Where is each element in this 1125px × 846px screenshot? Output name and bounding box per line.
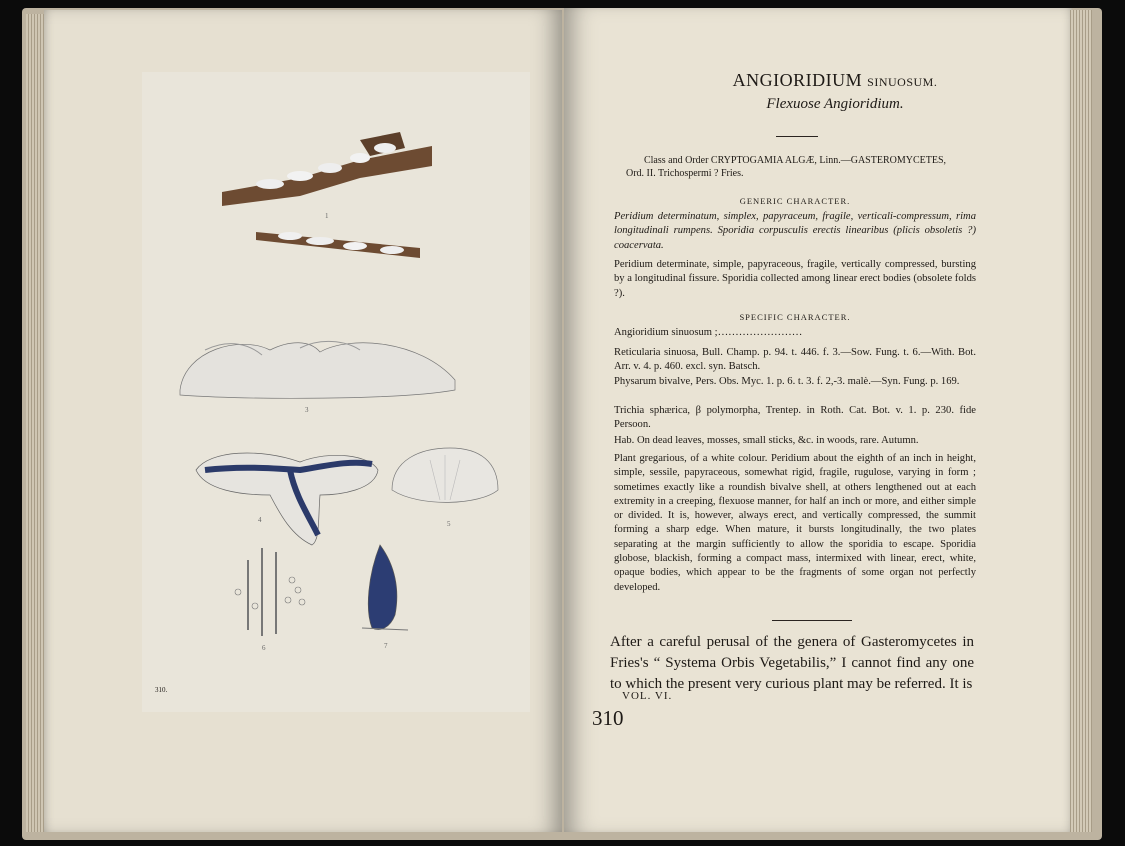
- description-paragraph: Plant gregarious, of a white colour. Peridium about the eighth of an inch in height, simple, sessile, papyraceous, somewhat rigid, fragile, rugulose, varying in form ; sometimes exactly like a roundish bivalve shell, at others lengthened out at each extremity in a creeping, flexuose manner, for half an inch or more, and either simple or divided. It is, however, always erect, and vertically compressed, the summit forming a sharp edge. When mature, it bursts longitudinally, the two plates separating at the margin sufficiently to allow the sporidia to escape. Sporidia globose, blackish, forming a compact mass, intermixed with linear, erect, white, opaque bodies, which appear to be the fragments of some organ not perfectly developed.: [614, 453, 976, 593]
- specific-line: Angioridium sinuosum ;……………………: [614, 327, 803, 338]
- page-number: 310: [592, 706, 624, 730]
- figure-label-7: 7: [384, 642, 388, 650]
- figure-6-linear-bodies: [235, 548, 305, 636]
- closing-paragraph: After a careful perusal of the genera of Gasteromycetes in Fries's “ Systema Orbis Vegetabilis,” I cannot find any one to which the present very curious plant may be referred. It is: [610, 634, 974, 692]
- figure-3-peridium: [180, 341, 455, 398]
- generic-latin: Peridium determinatum, simplex, papyraceum, fragile, verticali-compressum, rima longitudinali rumpens. Sporidia corpusculis erectis linearibus (plicis obsoletis ?) coacervata.: [614, 211, 976, 251]
- generic-english: Peridium determinate, simple, papyraceous, fragile, vertically compressed, bursting by a longitudinal fissure. Sporidia collected among linear erect bodies (obsolete folds ?).: [614, 259, 976, 299]
- habitat-line: Hab. On dead leaves, mosses, small sticks, &c. in woods, rare. Autumn.: [614, 435, 919, 446]
- figure-label-1: 1: [325, 212, 329, 220]
- title-rule: [776, 136, 818, 137]
- figure-label-3: 3: [305, 406, 309, 414]
- figure-4-open-peridium: [196, 453, 378, 545]
- figure-label-6: 6: [262, 644, 266, 652]
- plate-number: 310.: [155, 686, 168, 694]
- synonym-physarum: Physarum bivalve, Pers. Obs. Myc. 1. p. 6. t. 3. f. 2,-3. malè.—Syn. Fung. p. 169.: [614, 376, 960, 387]
- volume-label: VOL. VI.: [622, 690, 673, 702]
- classification-line-2: Ord. II. Trichospermi ? Fries.: [626, 168, 744, 179]
- generic-heading: GENERIC CHARACTER.: [739, 196, 851, 206]
- figure-2-twig: [256, 232, 420, 258]
- classification-line-1: Class and Order CRYPTOGAMIA ALGÆ, Linn.—GASTEROMYCETES,: [643, 155, 947, 166]
- synonym-trichia: Trichia sphærica, β polymorpha, Trentep. in Roth. Cat. Bot. v. 1. p. 230. fide Persoon.: [614, 405, 976, 431]
- figure-label-5: 5: [447, 520, 451, 528]
- figure-5-bivalve-peridium: [392, 448, 498, 502]
- section-rule: [772, 620, 852, 621]
- synonym-reticularia: Reticularia sinuosa, Bull. Champ. p. 94. t. 446. f. 3.—Sow. Fung. t. 6.—With. Bot. Arr. v. 4. p. 460. excl. syn. Batsch.: [614, 347, 976, 373]
- figure-label-4: 4: [258, 516, 262, 524]
- specific-heading: SPECIFIC CHARACTER.: [739, 312, 851, 322]
- page-title: ANGIORIDIUM SINUOSUM.: [732, 70, 938, 90]
- figure-7-sporidia-mass: [362, 545, 408, 630]
- figure-1-twig: [222, 132, 432, 206]
- page-subtitle: Flexuose Angioridium.: [766, 96, 904, 112]
